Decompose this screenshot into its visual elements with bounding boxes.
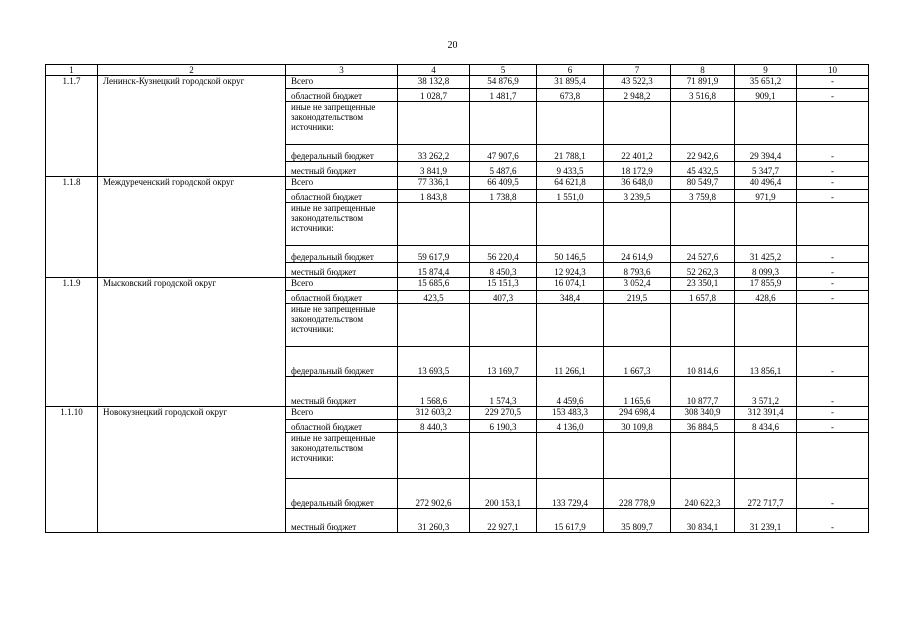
row-code: 1.1.8 [46,177,98,278]
value-cell: 4 459,6 [537,377,604,407]
value-cell: 23 350,1 [671,278,735,291]
value-cell: 29 394,4 [735,145,797,162]
value-cell: 1 551,0 [537,190,604,203]
funding-source: иные не запрещенные законодательством источники: [286,304,398,347]
municipality-name: Междуреченский городской округ [98,177,286,278]
column-10-cell: - [797,509,869,533]
value-cell: 18 172,9 [604,162,671,177]
header-cell: 2 [98,65,286,76]
value-cell: 229 270,5 [470,407,537,420]
column-10-cell: - [797,278,869,291]
value-cell: 1 667,3 [604,347,671,377]
header-cell: 1 [46,65,98,76]
column-10-cell: - [797,177,869,190]
value-cell: 6 190,3 [470,420,537,433]
value-cell [470,433,537,479]
value-cell: 8 099,3 [735,263,797,278]
funding-source: Всего [286,407,398,420]
value-cell: 8 450,3 [470,263,537,278]
value-cell: 15 617,9 [537,509,604,533]
value-cell: 308 340,9 [671,407,735,420]
funding-source: иные не запрещенные законодательством источники: [286,203,398,246]
value-cell: 43 522,3 [604,76,671,89]
value-cell: 35 809,7 [604,509,671,533]
value-cell: 909,1 [735,89,797,102]
value-cell [604,304,671,347]
funding-source: областной бюджет [286,190,398,203]
value-cell: 35 651,2 [735,76,797,89]
value-cell: 11 266,1 [537,347,604,377]
row-code: 1.1.9 [46,278,98,407]
value-cell: 31 239,1 [735,509,797,533]
value-cell: 1 738,8 [470,190,537,203]
funding-source: Всего [286,76,398,89]
value-cell: 4 136,0 [537,420,604,433]
value-cell: 80 549,7 [671,177,735,190]
value-cell: 1 481,7 [470,89,537,102]
funding-source: федеральный бюджет [286,145,398,162]
value-cell [735,102,797,145]
column-10-cell [797,203,869,246]
header-cell: 6 [537,65,604,76]
funding-source: местный бюджет [286,377,398,407]
row-code: 1.1.10 [46,407,98,533]
value-cell [671,304,735,347]
value-cell [735,304,797,347]
column-10-cell [797,102,869,145]
value-cell: 54 876,9 [470,76,537,89]
header-cell: 7 [604,65,671,76]
funding-source: местный бюджет [286,509,398,533]
value-cell: 13 693,5 [398,347,470,377]
funding-source: федеральный бюджет [286,246,398,263]
value-cell: 240 622,3 [671,479,735,509]
value-cell: 22 942,6 [671,145,735,162]
value-cell: 312 603,2 [398,407,470,420]
value-cell: 64 621,8 [537,177,604,190]
header-cell: 4 [398,65,470,76]
column-10-cell: - [797,263,869,278]
value-cell: 348,4 [537,291,604,304]
column-10-cell: - [797,479,869,509]
column-10-cell: - [797,407,869,420]
value-cell: 407,3 [470,291,537,304]
value-cell: 71 891,9 [671,76,735,89]
value-cell: 1 568,6 [398,377,470,407]
value-cell: 38 132,8 [398,76,470,89]
value-cell [470,304,537,347]
column-10-cell: - [797,291,869,304]
value-cell: 2 948,2 [604,89,671,102]
value-cell: 24 614,9 [604,246,671,263]
value-cell: 294 698,4 [604,407,671,420]
municipality-name: Мысковский городской округ [98,278,286,407]
funding-source: областной бюджет [286,89,398,102]
value-cell: 3 841,9 [398,162,470,177]
value-cell: 3 759,8 [671,190,735,203]
value-cell: 272 717,7 [735,479,797,509]
value-cell: 133 729,4 [537,479,604,509]
column-10-cell: - [797,89,869,102]
value-cell: 36 648,0 [604,177,671,190]
column-10-cell: - [797,347,869,377]
value-cell: 13 169,7 [470,347,537,377]
funding-source: местный бюджет [286,162,398,177]
value-cell: 200 153,1 [470,479,537,509]
page-number: 20 [447,40,458,51]
value-cell [671,203,735,246]
budget-table [45,64,869,533]
value-cell: 77 336,1 [398,177,470,190]
value-cell: 1 165,6 [604,377,671,407]
value-cell: 31 260,3 [398,509,470,533]
municipality-name: Новокузнецкий городской округ [98,407,286,533]
value-cell: 16 074,1 [537,278,604,291]
municipality-name: Ленинск-Кузнецкий городской округ [98,76,286,177]
value-cell [398,102,470,145]
row-code: 1.1.7 [46,76,98,177]
value-cell [735,433,797,479]
column-10-cell: - [797,145,869,162]
value-cell: 10 877,7 [671,377,735,407]
header-cell: 10 [797,65,869,76]
value-cell: 1 028,7 [398,89,470,102]
column-10-cell [797,433,869,479]
column-10-cell: - [797,420,869,433]
value-cell: 22 401,2 [604,145,671,162]
header-cell: 3 [286,65,398,76]
value-cell: 5 487,6 [470,162,537,177]
value-cell [470,102,537,145]
table-row [46,278,869,291]
value-cell: 8 793,6 [604,263,671,278]
value-cell [671,102,735,145]
value-cell [604,203,671,246]
value-cell: 5 347,7 [735,162,797,177]
value-cell: 423,5 [398,291,470,304]
funding-source: иные не запрещенные законодательством источники: [286,102,398,145]
value-cell [398,304,470,347]
value-cell: 971,9 [735,190,797,203]
value-cell: 219,5 [604,291,671,304]
value-cell [671,433,735,479]
value-cell: 31 425,2 [735,246,797,263]
value-cell: 15 685,6 [398,278,470,291]
value-cell: 52 262,3 [671,263,735,278]
value-cell [398,203,470,246]
value-cell [398,433,470,479]
header-cell: 5 [470,65,537,76]
column-10-cell: - [797,246,869,263]
funding-source: федеральный бюджет [286,347,398,377]
value-cell: 66 409,5 [470,177,537,190]
value-cell: 24 527,6 [671,246,735,263]
value-cell: 30 109,8 [604,420,671,433]
table-body [46,65,869,533]
value-cell: 272 902,6 [398,479,470,509]
value-cell: 228 778,9 [604,479,671,509]
table-row [46,177,869,190]
value-cell: 15 151,3 [470,278,537,291]
funding-source: областной бюджет [286,420,398,433]
value-cell: 9 433,5 [537,162,604,177]
value-cell: 1 574,3 [470,377,537,407]
value-cell: 30 834,1 [671,509,735,533]
header-row [46,65,869,76]
value-cell: 17 855,9 [735,278,797,291]
value-cell: 428,6 [735,291,797,304]
value-cell [470,203,537,246]
value-cell: 8 440,3 [398,420,470,433]
value-cell [735,203,797,246]
header-cell: 9 [735,65,797,76]
value-cell: 59 617,9 [398,246,470,263]
value-cell: 21 788,1 [537,145,604,162]
value-cell: 3 052,4 [604,278,671,291]
column-10-cell: - [797,190,869,203]
header-cell: 8 [671,65,735,76]
value-cell: 31 895,4 [537,76,604,89]
value-cell: 15 874,4 [398,263,470,278]
value-cell [537,433,604,479]
value-cell: 3 516,8 [671,89,735,102]
value-cell: 22 927,1 [470,509,537,533]
value-cell: 1 843,8 [398,190,470,203]
funding-source: Всего [286,177,398,190]
value-cell: 312 391,4 [735,407,797,420]
value-cell: 153 483,3 [537,407,604,420]
value-cell: 1 657,8 [671,291,735,304]
value-cell: 50 146,5 [537,246,604,263]
column-10-cell: - [797,377,869,407]
value-cell [604,102,671,145]
funding-source: областной бюджет [286,291,398,304]
column-10-cell [797,304,869,347]
value-cell: 12 924,3 [537,263,604,278]
table-row [46,407,869,420]
value-cell: 40 496,4 [735,177,797,190]
value-cell: 45 432,5 [671,162,735,177]
funding-source: иные не запрещенные законодательством источники: [286,433,398,479]
table-row [46,76,869,89]
value-cell: 8 434,6 [735,420,797,433]
value-cell: 10 814,6 [671,347,735,377]
funding-source: местный бюджет [286,263,398,278]
value-cell: 47 907,6 [470,145,537,162]
funding-source: федеральный бюджет [286,479,398,509]
value-cell [537,102,604,145]
value-cell: 56 220,4 [470,246,537,263]
value-cell: 3 571,2 [735,377,797,407]
value-cell [604,433,671,479]
value-cell: 36 884,5 [671,420,735,433]
column-10-cell: - [797,162,869,177]
funding-source: Всего [286,278,398,291]
value-cell: 673,8 [537,89,604,102]
value-cell: 3 239,5 [604,190,671,203]
value-cell: 13 856,1 [735,347,797,377]
value-cell [537,203,604,246]
column-10-cell: - [797,76,869,89]
value-cell [537,304,604,347]
value-cell: 33 262,2 [398,145,470,162]
